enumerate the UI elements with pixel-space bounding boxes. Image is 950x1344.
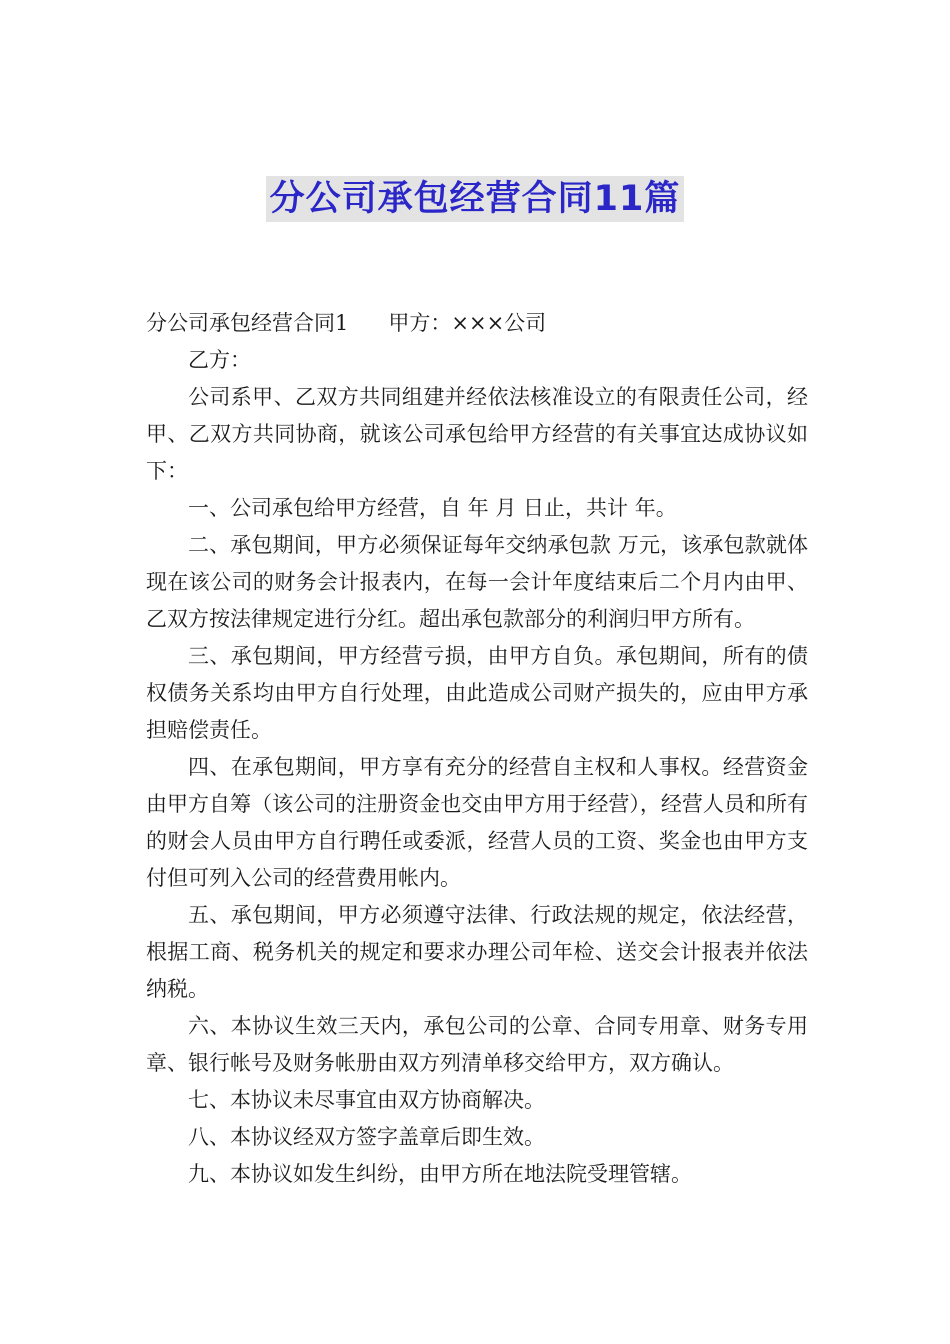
paragraph: 乙方：	[188, 348, 251, 372]
clause: 六、本协议生效三天内，承包公司的公章、合同专用章、财务专用章、银行帐号及财务帐册由双方列清单移交给甲方，双方确认。	[146, 1014, 808, 1075]
clause: 一、公司承包给甲方经营，自 年 月 日止，共计 年。	[188, 496, 677, 520]
contract-number: 分公司承包经营合同1	[146, 311, 349, 335]
clause: 五、承包期间，甲方必须遵守法律、行政法规的规定，依法经营，根据工商、税务机关的规定和要求办理公司年检、送交会计报表并依法纳税。	[146, 903, 808, 1001]
document-title: 分公司承包经营合同11篇	[266, 176, 685, 222]
document-body	[146, 305, 808, 1193]
title-wrap	[0, 176, 950, 222]
clause: 四、在承包期间，甲方享有充分的经营自主权和人事权。经营资金由甲方自筹（该公司的注册资金也交由甲方用于经营），经营人员和所有的财会人员由甲方自行聘任或委派，经营人员的工资、奖金也由甲方支付但可列入公司的经营费用帐内。	[146, 755, 808, 890]
clause: 九、本协议如发生纠纷，由甲方所在地法院受理管辖。	[188, 1162, 692, 1186]
clause: 二、承包期间，甲方必须保证每年交纳承包款 万元，该承包款就体现在该公司的财务会计报表内，在每一会计年度结束后二个月内由甲、乙双方按法律规定进行分红。超出承包款部分的利润归甲方所有。	[146, 533, 808, 631]
paragraph: 公司系甲、乙双方共同组建并经依法核准设立的有限责任公司，经甲、乙双方共同协商，就该公司承包给甲方经营的有关事宜达成协议如下：	[146, 385, 808, 483]
clause: 八、本协议经双方签字盖章后即生效。	[188, 1125, 545, 1149]
clause: 七、本协议未尽事宜由双方协商解决。	[188, 1088, 545, 1112]
clause: 三、承包期间，甲方经营亏损，由甲方自负。承包期间，所有的债权债务关系均由甲方自行处理，由此造成公司财产损失的，应由甲方承担赔偿责任。	[146, 644, 808, 742]
party-a-line: 甲方：×××公司	[388, 311, 547, 335]
heading-line	[146, 305, 808, 342]
